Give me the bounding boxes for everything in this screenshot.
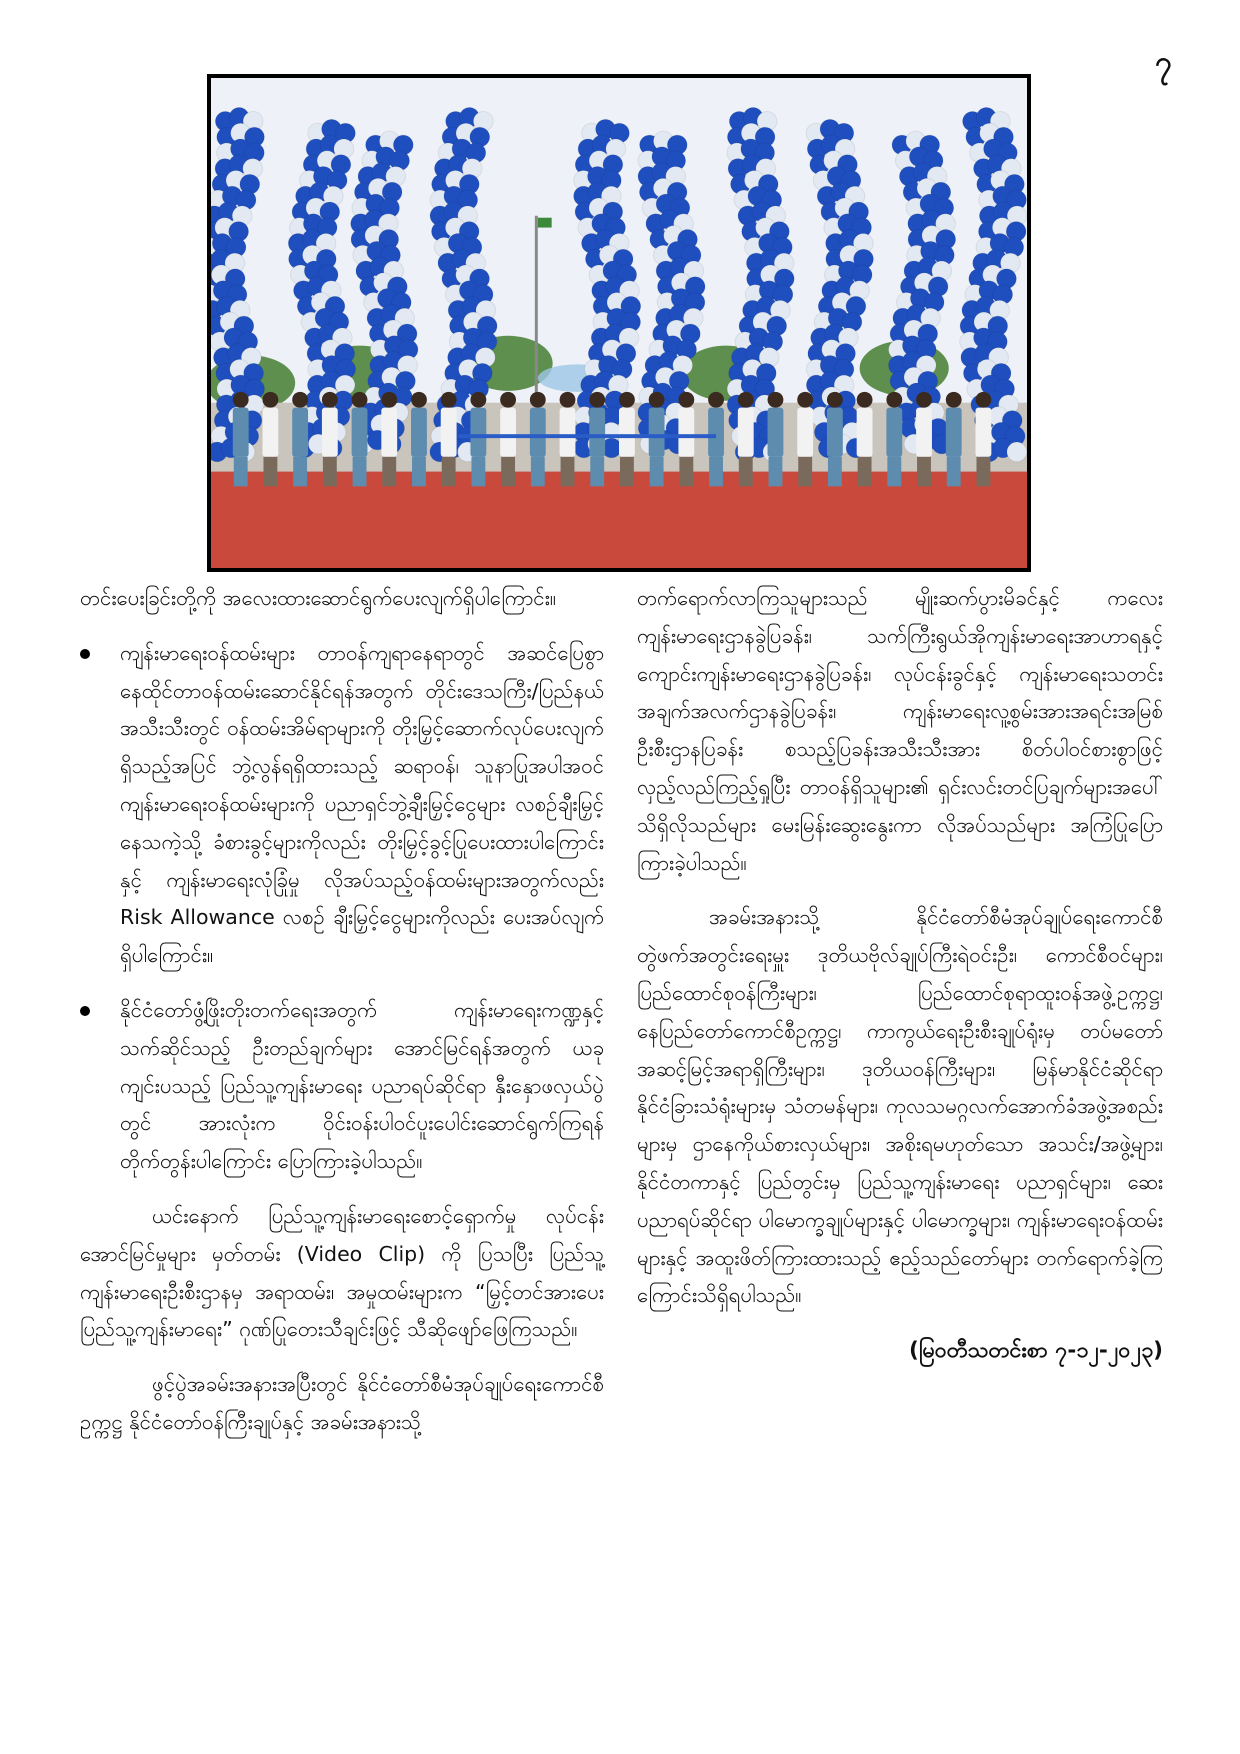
person-head: [560, 392, 576, 408]
person-body: [708, 408, 724, 457]
flag: [538, 218, 552, 228]
person-legs: [976, 457, 990, 487]
person-head: [946, 392, 962, 408]
person-body: [530, 408, 546, 457]
person-body: [678, 408, 694, 457]
left-column: [80, 580, 604, 1459]
person-head: [708, 392, 724, 408]
person-head: [381, 392, 397, 408]
bullet-item: ကျန်းမာရေးဝန်ထမ်းများ တာဝန်ကျရာနေရာတွင် အဆင်ပြေစွာ နေထိုင်တာဝန်ထမ်းဆောင်နိုင်ရန်အတွက် တိုင်းဒေသကြီး/ပြည်နယ်အသီးသီးတွင် ဝန်ထမ်းအိမ်ရာများကို တိုးမြှင့်ဆောက်လုပ်ပေးလျက်ရှိသည့်အပြင် ဘွဲ့လွန်ရရှိထားသည့် ဆရာဝန်၊ သူနာပြုအပါအဝင် ကျန်းမာရေးဝန်ထမ်းများကို ပညာရှင်ဘွဲ့ချီးမြှင့်ငွေများ လစဉ်ချီးမြှင့်နေသကဲ့သို့ ခံစားခွင့်များကိုလည်း တိုးမြှင့်ခွင့်ပြုပေးထားပါကြောင်းနှင့် ကျန်းမာရေးလုံခြုံမှု လိုအပ်သည့်ဝန်ထမ်းများအတွက်လည်း Risk Allowance လစဉ် ချီးမြှင့်ငွေများကိုလည်း ပေးအပ်လျက်ရှိပါကြောင်း။: [80, 635, 604, 975]
person-body: [976, 408, 992, 457]
ceremony-illustration: [211, 78, 1027, 568]
person-legs: [382, 457, 396, 487]
person-head: [411, 392, 427, 408]
person-legs: [947, 457, 961, 487]
balloon: [1007, 442, 1027, 462]
person-legs: [531, 457, 545, 487]
person-head: [500, 392, 516, 408]
right-column: [637, 580, 1163, 1370]
person-head: [857, 392, 873, 408]
page-number: ၇: [1155, 45, 1172, 80]
person-legs: [263, 457, 277, 487]
person-head: [322, 392, 338, 408]
person-body: [768, 408, 784, 457]
person-head: [233, 392, 249, 408]
person-legs: [323, 457, 337, 487]
bullet-item: နိုင်ငံတော်ဖွံ့ဖြိုးတိုးတက်ရေးအတွက် ကျန်းမာရေးကဏ္ဍနှင့်သက်ဆိုင်သည့် ဦးတည်ချက်များ အောင်မြင်ရန်အတွက် ယခုကျင်းပသည့် ပြည်သူ့ကျန်းမာရေး ပညာရပ်ဆိုင်ရာ နှီးနှောဖလှယ်ပွဲတွင် အားလုံးက ဝိုင်းဝန်းပါဝင်ပူးပေါင်းဆောင်ရွက်ကြရန် တိုက်တွန်းပါကြောင်း ပြောကြားခဲ့ပါသည်။: [80, 992, 604, 1181]
person-head: [827, 392, 843, 408]
person-body: [560, 408, 576, 457]
ribbon: [459, 434, 716, 438]
person-legs: [858, 457, 872, 487]
person-body: [262, 408, 278, 457]
event-photo: [207, 74, 1031, 572]
source-citation: (မြဝတီသတင်းစာ ၇-၁၂-၂၀၂၃): [909, 1338, 1163, 1364]
person-legs: [561, 457, 575, 487]
person-head: [530, 392, 546, 408]
body-paragraph: အခမ်းအနားသို့ နိုင်ငံတော်စီမံအုပ်ချုပ်ရေးကောင်စီတွဲဖက်အတွင်းရေးမှူး ဒုတိယဗိုလ်ချုပ်ကြီးရဲဝင်းဦး၊ ကောင်စီဝင်များ၊ ပြည်ထောင်စုဝန်ကြီးများ၊ ပြည်ထောင်စုရာထူးဝန်အဖွဲ့ဥက္ကဋ္ဌ၊ နေပြည်တော်ကောင်စီဥက္ကဋ္ဌ၊ ကာကွယ်ရေးဦးစီးချုပ်ရုံးမှ တပ်မတော်အဆင့်မြင့်အရာရှိကြီးများ၊ ဒုတိယဝန်ကြီးများ၊ မြန်မာနိုင်ငံဆိုင်ရာ နိုင်ငံခြားသံရုံးများမှ သံတမန်များ၊ ကုလသမဂ္ဂလက်အောက်ခံအဖွဲ့အစည်းများမှ ဌာနေကိုယ်စားလှယ်များ၊ အစိုးရမဟုတ်သော အသင်း/အဖွဲ့များ၊ နိုင်ငံတကာနှင့် ပြည်တွင်းမှ ပြည်သူ့ကျန်းမာရေး ပညာရှင်များ၊ ဆေးပညာရပ်ဆိုင်ရာ ပါမောက္ခချုပ်များနှင့် ပါမောက္ခများ၊ ကျန်းမာရေးဝန်ထမ်းများနှင့် အထူးဖိတ်ကြားထားသည့် ဧည့်သည်တော်များ တက်ရောက်ခဲ့ကြကြောင်းသိရှိရပါသည်။: [637, 905, 1163, 1308]
person-head: [292, 392, 308, 408]
person-legs: [353, 457, 367, 487]
person-legs: [501, 457, 515, 487]
person-head: [678, 392, 694, 408]
person-body: [441, 408, 457, 457]
person-body: [649, 408, 665, 457]
person-legs: [798, 457, 812, 487]
person-head: [916, 392, 932, 408]
person-legs: [293, 457, 307, 487]
person-legs: [709, 457, 723, 487]
person-head: [886, 392, 902, 408]
person-body: [233, 408, 249, 457]
person-body: [619, 408, 635, 457]
person-body: [589, 408, 605, 457]
person-body: [411, 408, 427, 457]
body-paragraph: ဖွင့်ပွဲအခမ်းအနားအပြီးတွင် နိုင်ငံတော်စီမံအုပ်ချုပ်ရေးကောင်စီဥက္ကဋ္ဌ နိုင်ငံတော်ဝန်ကြီးချုပ်နှင့် အခမ်းအနားသို့: [80, 1372, 604, 1434]
person-legs: [650, 457, 664, 487]
person-legs: [828, 457, 842, 487]
person-head: [470, 392, 486, 408]
person-legs: [234, 457, 248, 487]
person-legs: [739, 457, 753, 487]
body-paragraph: ယင်းနောက် ပြည်သူ့ကျန်းမာရေးစောင့်ရှောက်မှု လုပ်ငန်းအောင်မြင်မှုများ မှတ်တမ်း (Video Clip) ကို ပြသပြီး ပြည်သူ့ကျန်းမာရေးဦးစီးဌာနမှ အရာထမ်း၊ အမှုထမ်းများက “မြှင့်တင်အားပေး ပြည်သူ့ကျန်းမာရေး” ဂုဏ်ပြုတေးသီချင်းဖြင့် သီဆိုဖျော်ဖြေကြသည်။: [80, 1203, 604, 1342]
bullet-list: [80, 635, 604, 1181]
person-body: [292, 408, 308, 457]
person-legs: [620, 457, 634, 487]
person-legs: [769, 457, 783, 487]
person-head: [797, 392, 813, 408]
person-head: [589, 392, 605, 408]
person-body: [886, 408, 902, 457]
person-head: [619, 392, 635, 408]
person-legs: [917, 457, 931, 487]
body-paragraph: တက်ရောက်လာကြသူများသည် မျိုးဆက်ပွားမိခင်နှင့် ကလေးကျန်းမာရေးဌာနခွဲပြခန်း၊ သက်ကြီးရွယ်အိုကျန်းမာရေးအာဟာရနှင့် ကျောင်းကျန်းမာရေးဌာနခွဲပြခန်း၊ လုပ်ငန်းခွင်နှင့် ကျန်းမာရေးသတင်းအချက်အလက်ဌာနခွဲပြခန်း၊ ကျန်းမာရေးလူ့စွမ်းအားအရင်းအမြစ်ဦးစီးဌာနပြခန်း စသည့်ပြခန်းအသီးသီးအား စိတ်ပါဝင်စားစွာဖြင့် လှည့်လည်ကြည့်ရှုပြီး တာဝန်ရှိသူများ၏ ရှင်းလင်းတင်ပြချက်များအပေါ် သိရှိလိုသည်များ မေးမြန်းဆွေးနွေးကာ လိုအပ်သည်များ အကြံပြုပြောကြားခဲ့ပါသည်။: [637, 586, 1163, 875]
person-body: [916, 408, 932, 457]
person-body: [797, 408, 813, 457]
person-body: [500, 408, 516, 457]
person-legs: [887, 457, 901, 487]
person-legs: [590, 457, 604, 487]
person-legs: [412, 457, 426, 487]
person-body: [470, 408, 486, 457]
person-body: [738, 408, 754, 457]
person-head: [976, 392, 992, 408]
person-head: [352, 392, 368, 408]
person-body: [857, 408, 873, 457]
person-head: [262, 392, 278, 408]
flag-pole: [535, 216, 538, 423]
person-head: [441, 392, 457, 408]
person-legs: [679, 457, 693, 487]
person-legs: [471, 457, 485, 487]
person-head: [649, 392, 665, 408]
person-legs: [442, 457, 456, 487]
intro-paragraph: တင်းပေးခြင်းတို့ကို အလေးထားဆောင်ရွက်ပေးလျက်ရှိပါကြောင်း။: [80, 586, 557, 610]
person-head: [768, 392, 784, 408]
person-body: [381, 408, 397, 457]
person-body: [352, 408, 368, 457]
person-body: [827, 408, 843, 457]
person-body: [322, 408, 338, 457]
person-body: [946, 408, 962, 457]
person-head: [738, 392, 754, 408]
